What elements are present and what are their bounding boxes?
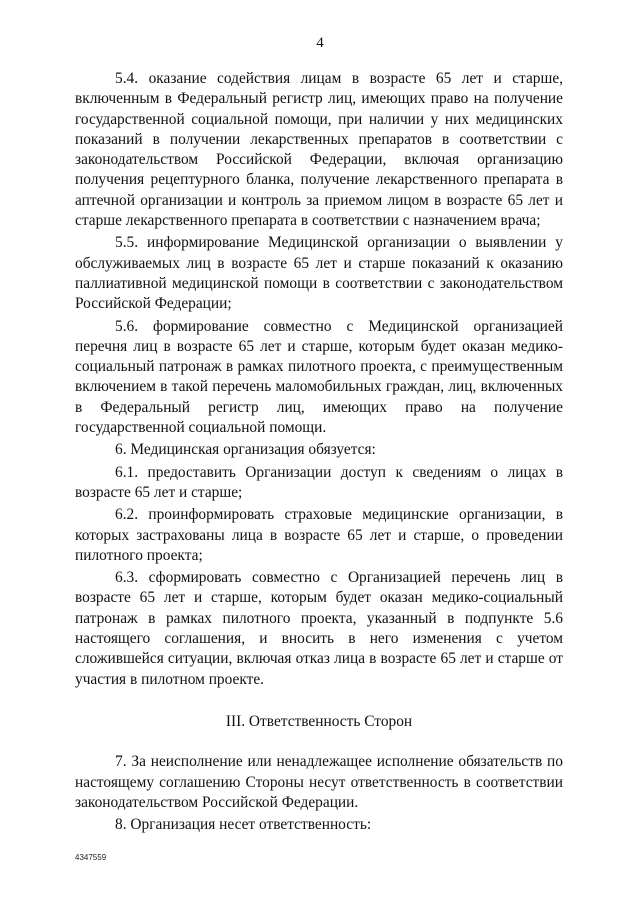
paragraph-5-4: 5.4. оказание содействия лицам в возрасте 65 лет и старше, включенным в Федеральный регистр лиц, имеющих право на получение государственной социальной помощи, при наличии у них медицинских показаний в получении лекарственных препаратов в соответствии с законодательством Российской Федерации, включая организацию получения рецептурного бланка, получение лекарственного препарата в аптечной организации и контроль за приемом лицом в возрасте 65 лет и старше лекарственного препарата в соответствии с назначением врача; bbox=[75, 70, 563, 230]
paragraph-5-5: 5.5. информирование Медицинской организации о выявлении у обслуживаемых лиц в возрасте 65 лет и старше показаний к оказанию паллиативной медицинской помощи в соответствии с законодательством Российской Федерации; bbox=[75, 234, 563, 313]
page-number: 4 bbox=[316, 35, 324, 51]
document-id: 4347559 bbox=[75, 853, 107, 862]
paragraph-7: 7. За неисполнение или ненадлежащее исполнение обязательств по настоящему соглашению Стороны несут ответственность в соответствии законодательством Российской Федерации. bbox=[75, 753, 563, 811]
paragraph-6-1: 6.1. предоставить Организации доступ к сведениям о лицах в возрасте 65 лет и старше; bbox=[75, 463, 563, 501]
paragraph-6-2: 6.2. проинформировать страховые медицинские организации, в которых застрахованы лица в возрасте 65 лет и старше, о проведении пилотного проекта; bbox=[75, 506, 563, 564]
document-body bbox=[75, 69, 563, 837]
paragraph-6: 6. Медицинская организация обязуется: bbox=[115, 441, 376, 459]
paragraph-8: 8. Организация несет ответственность: bbox=[115, 816, 372, 834]
paragraph-6-3: 6.3. сформировать совместно с Организацией перечень лиц в возрасте 65 лет и старше, которым будет оказан медико-социальный патронаж в рамках пилотного проекта, указанный в подпункте 5.6 настоящего соглашения, и вносить в него изменения с учетом сложившейся ситуации, включая отказ лица в возрасте 65 лет и старше от участия в пилотном проекте. bbox=[75, 569, 563, 688]
paragraph-5-6: 5.6. формирование совместно с Медицинской организацией перечня лиц в возрасте 65 лет и старше, которым будет оказан медико-социальный патронаж в рамках пилотного проекта, с преимущественным включением в такой перечень маломобильных граждан, лиц, включенных в Федеральный регистр лиц, имеющих право на получение государственной социальной помощи. bbox=[75, 317, 563, 437]
section-title: III. Ответственность Сторон bbox=[225, 712, 413, 730]
